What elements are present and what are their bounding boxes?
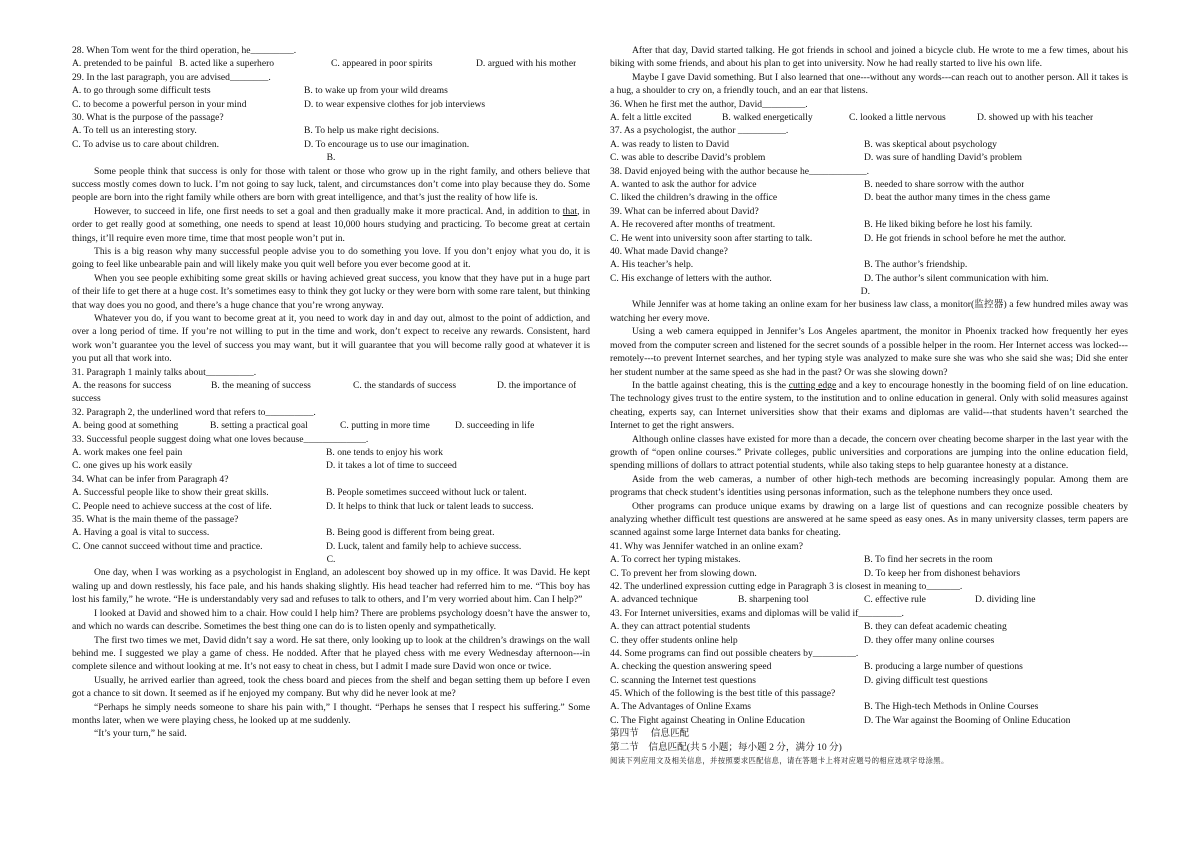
q35-option-c: C. One cannot succeed without time and practice. — [72, 540, 263, 552]
q37-options-ab — [610, 138, 1128, 151]
q45-option-c: C. The Fight against Cheating in Online Education — [610, 714, 805, 726]
q41-option-d: D. To keep her from dishonest behaviors — [864, 567, 1021, 579]
q30-option-b: B. To help us make right decisions. — [304, 125, 440, 137]
q41-option-c: C. To prevent her from slowing down. — [610, 567, 757, 579]
q45-options-cd — [610, 714, 1128, 727]
q37-option-c: C. was able to describe David’s problem — [610, 152, 766, 164]
passage-c-paragraph-8: Maybe I gave David something. But I also learned that one---without any words---can reach out to another person. All it takes is a hug, a shoulder to cry on, a friendly touch, and an ear that listens. — [610, 71, 1128, 97]
q30-stem: 30. What is the purpose of the passage? — [72, 111, 224, 123]
q38-stem: 38. David enjoyed being with the author because he____________. — [610, 165, 869, 177]
passage-d-paragraph-5: Aside from the web cameras, a number of other high-tech methods are becoming increasingly popular. Among them are programs that check student’s identities using personas information, such as the telephone numbers they once used. — [610, 473, 1128, 499]
section-4-heading: 第四节 信息匹配 — [610, 728, 690, 740]
q39-option-d: D. He got friends in school before he met the author. — [864, 232, 1066, 244]
passage-d-label: D. — [860, 286, 870, 298]
q31-option-c: C. the standards of success — [353, 380, 457, 391]
q31-stem: 31. Paragraph 1 mainly talks about__________. — [72, 366, 257, 378]
q29-option-a: A. to go through some difficult tests — [72, 85, 211, 97]
passage-d-paragraph-3-end: and a key to encourage honestly in the booming field of on line education. The technology gives trust to the entire system, to the institution and to online education in general. Only with solid measures against cheating, experts say, can Internet universities show that their exams and diplomas are valid---that students haven’t searched the Internet to get the right answers. — [610, 379, 1128, 432]
q35-option-a: A. Having a goal is vital to success. — [72, 527, 210, 539]
passage-c-paragraph-7: After that day, David started talking. He got friends in school and joined a bicycle club. He wrote to me a few times, about his biking with some friends, and about his plan to get into university. Now he had really started to live his own life. — [610, 45, 1128, 70]
q44-option-a: A. checking the question answering speed — [610, 661, 772, 673]
q29-stem: 29. In the last paragraph, you are advised________. — [72, 71, 271, 83]
q30-options-ab — [72, 124, 590, 137]
q32-option-a: A. being good at something — [72, 420, 179, 432]
q34-option-c: C. People need to achieve success at the cost of life. — [72, 500, 272, 512]
q43-option-d: D. they offer many online courses — [864, 634, 995, 646]
q42-option-d: D. dividing line — [975, 594, 1036, 606]
q32-options — [72, 419, 590, 432]
underlined-cutting-edge: cutting edge — [788, 379, 837, 391]
q32-option-c: C. putting in more time — [340, 420, 430, 432]
q45-option-a: A. The Advantages of Online Exams — [610, 701, 752, 713]
underlined-word-that: that — [562, 205, 578, 217]
q45-option-d: D. The War against the Booming of Online Education — [864, 714, 1071, 726]
q39-stem: 39. What can be inferred about David? — [610, 205, 759, 217]
q41-options-cd — [610, 567, 1128, 580]
q29-option-c: C. to become a powerful person in your mind — [72, 98, 247, 110]
passage-b-label: B. — [326, 152, 336, 164]
q29-option-b: B. to wake up from your wild dreams — [304, 85, 448, 97]
q42-stem: 42. The underlined expression cutting edge in Paragraph 3 is closest in meaning to_______. — [610, 580, 963, 592]
q40-option-d: D. The author’s silent communication with him. — [864, 272, 1049, 284]
q31-option-d: D. the importance of — [497, 380, 577, 391]
q41-stem: 41. Why was Jennifer watched in an online exam? — [610, 540, 803, 552]
q28-stem: 28. When Tom went for the third operation, he_________. — [72, 45, 297, 56]
q43-option-a: A. they can attract potential students — [610, 621, 751, 633]
q42-option-c: C. effective rule — [864, 594, 926, 606]
passage-c-paragraph-5: “Perhaps he simply needs someone to share his pain with,” I thought. “Perhaps he senses that I respect his suffering.” Some months later, when we were playing chess, he looked up at me suddenly. — [72, 701, 590, 726]
q35-options-ab — [72, 526, 590, 539]
q33-option-d: D. it takes a lot of time to succeed — [326, 460, 457, 472]
q37-option-b: B. was skeptical about psychology — [864, 138, 997, 150]
q36-stem: 36. When he first met the author, David_________. — [610, 98, 808, 110]
q31-option-b: B. the meaning of success — [211, 380, 311, 391]
q36-option-c: C. looked a little nervous — [849, 112, 946, 124]
q30-options-cd — [72, 138, 590, 151]
q40-options-cd — [610, 272, 1128, 285]
q44-option-c: C. scanning the Internet test questions — [610, 674, 757, 686]
q37-stem: 37. As a psychologist, the author __________. — [610, 125, 789, 137]
q31-options — [72, 379, 590, 392]
q39-option-c: C. He went into university soon after starting to talk. — [610, 232, 813, 244]
q36-options — [610, 111, 1128, 124]
passage-b-paragraph-3: This is a big reason why many successful people advise you to do something you love. If you don’t enjoy what you do, it is going to feel like unbearable pain and will likely make you quit well before you ever become good at it. — [72, 245, 590, 271]
q45-stem: 45. Which of the following is the best title of this passage? — [610, 688, 836, 700]
passage-c-label: C. — [326, 554, 336, 566]
q35-option-d: D. Luck, talent and family help to achieve success. — [326, 540, 522, 552]
passage-b-paragraph-5: Whatever you do, if you want to become great at it, you need to work day in and day out, almost to the point of addiction, and over a long period of time. If you’re not willing to put in the time and work, don’t expect to receive any rewards. Consistent, hard work won’t guarantee you the level of success you may want, but it will guarantee that you will become rally good at whatever it is you put all that work into. — [72, 312, 590, 365]
q28-options — [72, 57, 590, 70]
q29-options-ab — [72, 84, 590, 97]
q30-option-c: C. To advise us to care about children. — [72, 138, 220, 150]
q34-options-cd — [72, 500, 590, 513]
passage-b-paragraph-2-start: However, to succeed in life, one first needs to set a goal and then gradually make it more practical. And, in addition to — [94, 205, 563, 217]
q35-options-cd — [72, 540, 590, 553]
q42-option-b: B. sharpening tool — [738, 594, 809, 606]
q44-options-ab — [610, 660, 1128, 673]
q39-option-a: A. He recovered after months of treatment. — [610, 219, 776, 231]
q40-option-b: B. The author’s friendship. — [864, 259, 968, 271]
q39-option-b: B. He liked biking before he lost his family. — [864, 219, 1033, 231]
q33-option-b: B. one tends to enjoy his work — [326, 446, 443, 458]
q28-option-c: C. appeared in poor spirits — [331, 58, 433, 70]
passage-d-paragraph-1: While Jennifer was at home taking an online exam for her business law class, a monitor(监控器) a few hundred miles away was watching her every move. — [610, 299, 1128, 324]
q38-option-b: B. needed to share sorrow with the author — [864, 178, 1025, 190]
q32-stem: 32. Paragraph 2, the underlined word that refers to__________. — [72, 406, 316, 418]
q33-option-a: A. work makes one feel pain — [72, 446, 183, 458]
q37-option-d: D. was sure of handling David’s problem — [864, 152, 1023, 164]
q37-options-cd — [610, 151, 1128, 164]
passage-c-paragraph-3: The first two times we met, David didn’t say a word. He sat there, only looking up to look at the children’s drawings on the wall behind me. I suggested we play a game of chess. He nodded. After that he played chess with me every Wednesday afternoon---in complete silence and without looking at me. It’s not easy to cheat in chess, but I admit I made sure David won once or twice. — [72, 634, 590, 673]
passage-c-paragraph-2: I looked at David and showed him to a chair. How could I help him? There are problems psychology doesn’t have the answer to, and which no wards can describe. Sometimes the best thing one can do is to listen openly and sympathetically. — [72, 607, 590, 633]
passage-b-paragraph-2 — [72, 205, 590, 245]
q38-option-c: C. liked the children’s drawing in the office — [610, 192, 778, 204]
passage-d-paragraph-2: Using a web camera equipped in Jennifer’s Los Angeles apartment, the monitor in Phoenix tracked how frequently her eyes moved from the computer screen and listened for the secret sounds of a possible helper in the room. Her Internet access was locked---remotely---to prevent Internet searches, and her typing style was analyzed to make sure she was who she said she was; Did she enter her student number at the same speed as she had in the past? Or was she slowing down? — [610, 326, 1128, 378]
q40-options-ab — [610, 258, 1128, 271]
q31-option-a: A. the reasons for success — [72, 380, 172, 391]
q33-options-ab — [72, 446, 590, 459]
q33-options-cd — [72, 459, 590, 472]
q36-option-d: D. showed up with his teacher — [977, 112, 1094, 124]
q41-option-b: B. To find her secrets in the room — [864, 554, 993, 566]
q35-option-b: B. Being good is different from being great. — [326, 527, 495, 539]
passage-d-paragraph-6: Other programs can produce unique exams by drawing on a large list of questions and can recognize possible cheaters by analyzing whether difficult test questions are answered at he same speed as easy ones. As in many university classes, term papers are scanned against some large Internet data banks for cheating. — [610, 500, 1128, 539]
passage-d-paragraph-3-start: In the battle against cheating, this is the — [632, 379, 789, 391]
q40-option-a: A. His teacher’s help. — [610, 259, 694, 271]
q38-options-ab — [610, 178, 1128, 191]
q40-stem: 40. What made David change? — [610, 245, 728, 257]
passage-d-paragraph-4: Although online classes have existed for more than a decade, the concern over cheating become sharper in the last year with the growth of “open online courses.” Private colleges, public universities and corporations are jumping into the online education field, spending millions of dollars to attract potential students, while also taking steps to help guarantee honesty at a distance. — [610, 433, 1128, 472]
q35-stem: 35. What is the main theme of the passage? — [72, 513, 239, 525]
q44-option-b: B. producing a large number of questions — [864, 661, 1023, 673]
passage-c-paragraph-4: Usually, he arrived earlier than agreed, took the chess board and pieces from the shelf and began setting them up before I even got a chance to sit down. It seemed as if he enjoyed my company. But why did he never look at me? — [72, 674, 590, 700]
q41-options-ab — [610, 553, 1128, 566]
passage-b-paragraph-1: Some people think that success is only for those with talent or those who grow up in the right family, and others believe that success mostly comes down to luck. I’m not going to say luck, talent, and circumstances don’t come into play because they do. Some people are born into the right family while others are born with great intelligence, and that’s just the reality of how life is. — [72, 165, 590, 204]
q38-option-d: D. beat the author many times in the chess game — [864, 192, 1050, 204]
passage-c-paragraph-6: “It’s your turn,” he said. — [94, 728, 187, 740]
q37-option-a: A. was ready to listen to David — [610, 138, 730, 150]
q34-option-d: D. It helps to think that luck or talent leads to success. — [326, 500, 534, 512]
q28-option-d: D. argued with his mother — [476, 58, 577, 70]
q43-stem: 43. For Internet universities, exams and diplomas will be valid if_________. — [610, 607, 904, 619]
q34-stem: 34. What can be infer from Paragraph 4? — [72, 473, 229, 485]
q28-option-a: A. pretended to be painful — [72, 58, 173, 70]
q45-options-ab — [610, 700, 1128, 713]
q39-options-cd — [610, 232, 1128, 245]
q43-options-ab — [610, 620, 1128, 633]
q43-options-cd — [610, 634, 1128, 647]
q45-option-b: B. The High-tech Methods in Online Courses — [864, 701, 1039, 713]
q36-option-b: B. walked energetically — [722, 112, 813, 124]
passage-d-paragraph-3 — [610, 379, 1128, 433]
q43-option-c: C. they offer students online help — [610, 634, 738, 646]
q36-option-a: A. felt a little excited — [610, 112, 692, 124]
q44-stem: 44. Some programs can find out possible cheaters by_________. — [610, 647, 859, 659]
matching-instruction: 阅读下列应用文及相关信息，并按照要求匹配信息，请在答题卡上将对应题号的相应选项字母涂黑。 — [610, 756, 949, 766]
q31-option-d-continued: success — [72, 393, 101, 405]
passage-b-paragraph-2-end: , in order to get really good at something, one needs to spend at least 10,000 hours studying and practicing. To become great at certain things, it’ll require even more time, time that most people won’t put in. — [72, 205, 590, 244]
passage-c-paragraph-1: One day, when I was working as a psychologist in England, an adolescent boy showed up in my office. It was David. He kept waling up and down restlessly, his face pale, and his hands shaking slightly. His head teacher had referred him to me. “This boy has lost his family,” he wrote. “He is understandably very sad and refuses to talk to others, and I’m very worried about him. Can I help?” — [72, 567, 590, 606]
q32-option-b: B. setting a practical goal — [210, 420, 308, 432]
q43-option-b: B. they can defeat academic cheating — [864, 621, 1007, 633]
q32-option-d: D. succeeding in life — [455, 420, 535, 432]
q41-option-a: A. To correct her typing mistakes. — [610, 554, 741, 566]
q30-option-d: D. To encourage us to use our imagination. — [304, 138, 470, 150]
q28-option-b: B. acted like a superhero — [179, 58, 275, 70]
left-column — [72, 44, 590, 741]
q29-options-cd — [72, 98, 590, 111]
q38-options-cd — [610, 191, 1128, 204]
passage-b-paragraph-4: When you see people exhibiting some great skills or having achieved great success, you know that they have put in a huge part of their life to get there at a huge cost. It’s sometimes easy to think they got lucky or they were born with some rare talent, but thinking that way does you no good, and there’s a huge chance that you’re wrong anyway. — [72, 272, 590, 311]
q42-option-a: A. advanced technique — [610, 594, 698, 606]
q44-options-cd — [610, 674, 1128, 687]
q42-options — [610, 593, 1128, 606]
q30-option-a: A. To tell us an interesting story. — [72, 125, 197, 137]
right-column — [610, 44, 1128, 767]
q38-option-a: A. wanted to ask the author for advice — [610, 178, 757, 190]
q34-option-a: A. Successful people like to show their great skills. — [72, 487, 269, 499]
q29-option-d: D. to wear expensive clothes for job interviews — [304, 98, 486, 110]
q34-options-ab — [72, 486, 590, 499]
q39-options-ab — [610, 218, 1128, 231]
q40-option-c: C. His exchange of letters with the author. — [610, 272, 772, 284]
section-2-heading: 第二节 信息匹配(共 5 小题；每小题 2 分，满分 10 分) — [610, 741, 842, 753]
q44-option-d: D. giving difficult test questions — [864, 674, 988, 686]
q33-stem: 33. Successful people suggest doing what one loves because_____________. — [72, 433, 369, 445]
q34-option-b: B. People sometimes succeed without luck or talent. — [326, 487, 527, 499]
q33-option-c: C. one gives up his work easily — [72, 460, 193, 472]
